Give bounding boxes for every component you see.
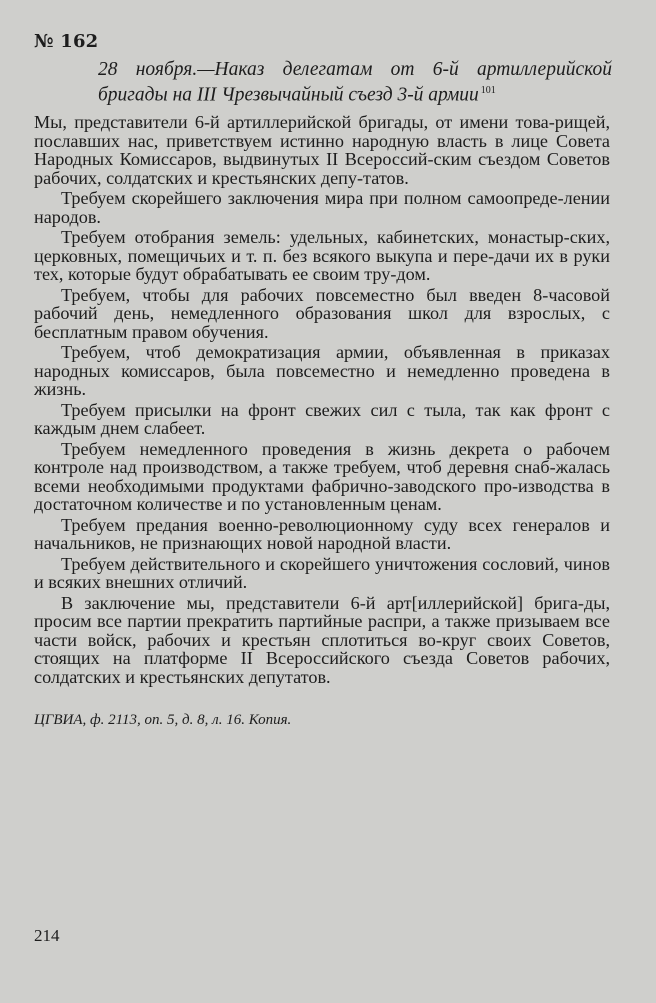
document-header	[98, 59, 612, 106]
paragraph: Мы, представители 6-й артиллерийской бригады, от имени това-рищей, пославших нас, приветствуем истинно народную власть в лице Совета Народных Комиссаров, выдвинутых II Всероссий-ским съездом Советов рабочих, солдатских и крестьянских депу-татов.	[34, 112, 610, 188]
footnote-reference: 101	[480, 85, 496, 96]
paragraph: Требуем, чтобы для рабочих повсеместно был введен 8-часовой рабочий день, немедленного образования школ для взрослых, с бесплатным правом обучения.	[34, 284, 610, 342]
document-number: № 162	[34, 31, 99, 52]
paragraph: Требуем действительного и скорейшего уничтожения сословий, чинов и всяких внешних отличий.	[34, 553, 610, 592]
paragraph: Требуем присылки на фронт свежих сил с тыла, так как фронт с каждым днем слабеет.	[34, 399, 610, 438]
document-body	[34, 113, 610, 686]
paragraph: Требуем немедленного проведения в жизнь декрета о рабочем контроле над производством, а также требуем, чтоб деревня снаб-жалась всеми необходимыми продуктами фабрично-заводского про-изводства в достаточном количестве и по установленным ценам.	[34, 438, 610, 514]
paragraph: Требуем скорейшего заключения мира при полном самоопреде-лении народов.	[34, 188, 610, 227]
page-number: 214	[34, 926, 60, 945]
paragraph: Требуем предания военно-революционному суду всех генералов и начальников, не признающих новой народной власти.	[34, 514, 610, 553]
document-header-text: 28 ноября.—Наказ делегатам от 6-й артиллерийской бригады на III Чрезвычайный съезд 3-й армии	[98, 59, 612, 106]
archive-source: ЦГВИА, ф. 2113, оп. 5, д. 8, л. 16. Копия.	[34, 712, 292, 728]
paragraph: В заключение мы, представители 6-й арт[иллерийской] брига-ды, просим все партии прекратить партийные распри, а также призываем все части войск, рабочих и крестьян сплотиться во-круг своих Советов, стоящих на платформе II Всероссийского съезда Советов рабочих, солдатских и крестьянских депутатов.	[34, 592, 610, 687]
paragraph: Требуем, чтоб демократизация армии, объявленная в приказах народных комиссаров, была повсеместно и немедленно проведена в жизнь.	[34, 342, 610, 399]
paragraph: Требуем отобрания земель: удельных, кабинетских, монастыр-ских, церковных, помещичьих и т. п. без всякого выкупа и пере-дачи их в руки тех, которые будут обрабатывать ее своим тру-дом.	[34, 227, 610, 284]
